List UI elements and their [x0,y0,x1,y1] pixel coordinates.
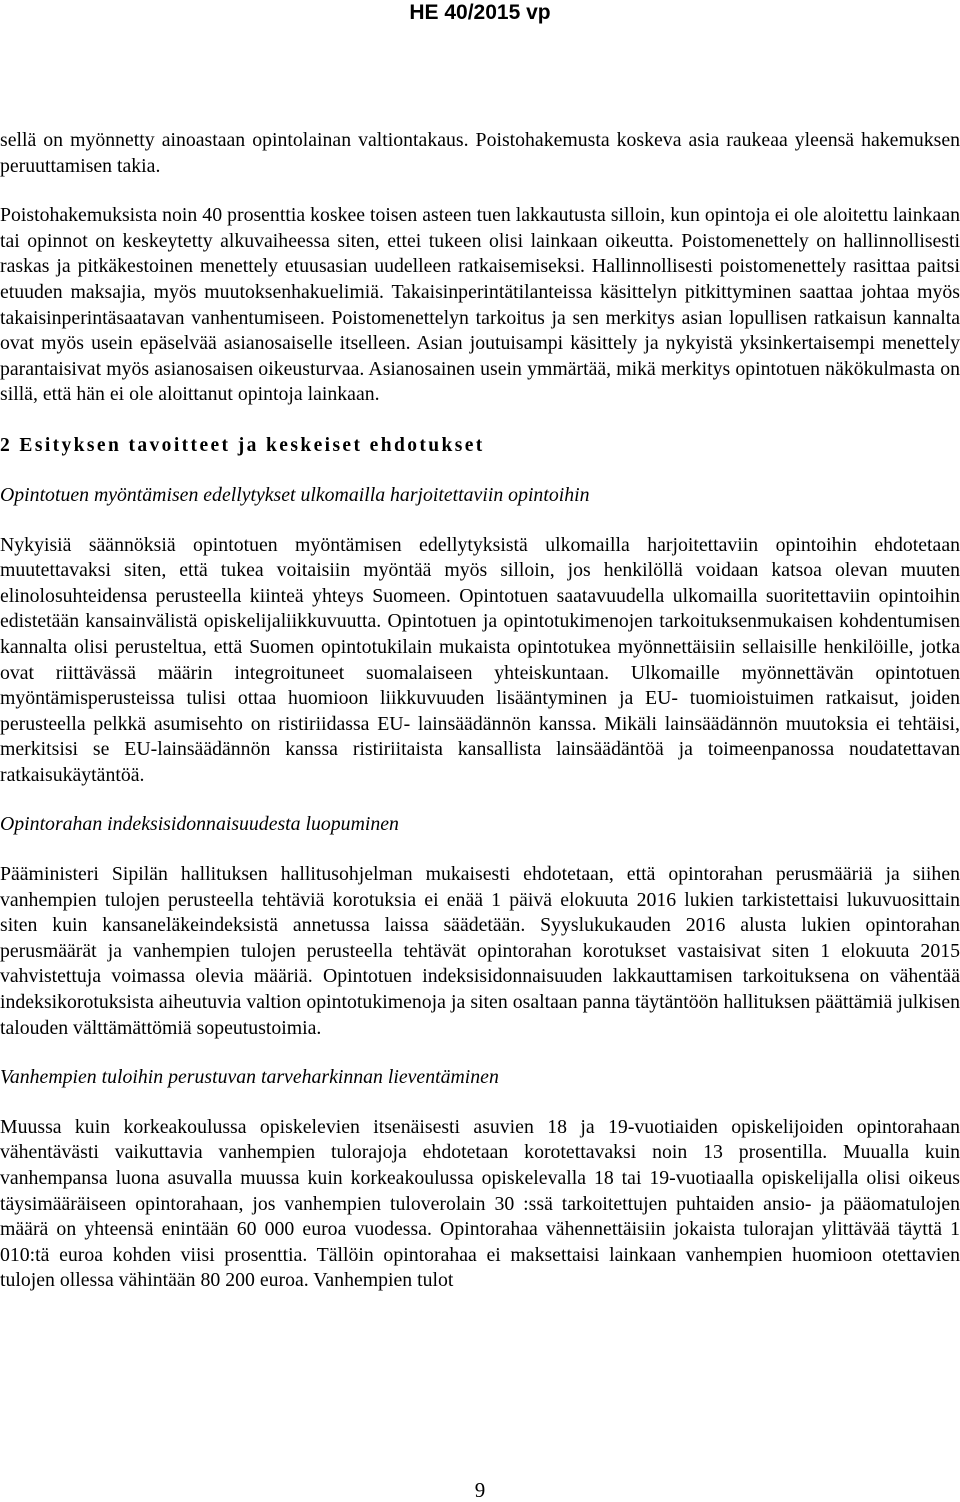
subsection-heading-parental-income: Vanhempien tuloihin perustuvan tarveharkinnan lieventäminen [0,1066,499,1089]
intro-paragraph-2: Poistohakemuksista noin 40 prosenttia koskee toisen asteen tuen lakkautusta silloin, kun opintoja ei ole aloitettu lainkaan tai opinnot on keskeytetty alkuvaiheessa siten, ettei tukeen olisi lainkaan oikeutta. Poistomenettely on hallinnollisesti raskas ja pitkäkestoinen menettely etuusasian uudelleen ratkaisemiseksi. Hallinnollisesti poistomenettely rasittaa paitsi etuuden maksajia, myös muutoksenhakuelimiä. Takaisinperintätilanteissa käsittelyn pitkittyminen saattaa johtaa myös takaisinperintäsaatavan vanhentumiseen. Poistomenettelyn tarkoitus ja sen merkitys asian lopullisen ratkaisun kannalta ovat myös usein epäselvää asianosaiselle itselleen. Asian joutuisampi käsittely ja nykyistä yksinkertaisempi menettely parantaisivat myös asianosaisen oikeusturvaa. Asianosainen usein ymmärtää, mikä merkitys opintotuen näkökulmasta on sillä, että hän ei ole aloittanut opintoja lainkaan. [0,204,960,406]
document-id: HE 40/2015 vp [409,1,551,24]
page-number-label: 9 [474,1478,486,1502]
subsection-heading-index: Opintorahan indeksisidonnaisuudesta luopuminen [0,813,399,836]
subsection-text-parental-income: Muussa kuin korkeakoulussa opiskelevien itsenäisesti asuvien 18 ja 19-vuotiaiden opiskelijoiden opintorahaan vähentävästi vaikuttavia vanhempien tulorajoja ehdotetaan korotettavaksi noin 13 prosentilla. Muualla kuin vanhempansa luona asuvalla muussa kuin korkeakoulussa opiskelevalla 18 tai 19-vuotiaalla opiskelijalla olisi oikeus täysimääräiseen opintorahaan, jos vanhempien tuloverolain 30 :ssä tarkoitettujen puhtaiden ansio- ja pääomatulojen määrä on yhteensä enintään 60 000 euroa vuodessa. Opintorahaa vähennettäisiin jokaista tulorajan ylittävää täyttä 1 010:tä euroa kohden viisi prosenttia. Tällöin opintorahaa ei maksettaisi lainkaan vanhempien huomioon otettavien tulojen ollessa vähintään 80 200 euroa. Vanhempien tulot [0,1115,960,1292]
page-number [0,1478,960,1502]
section-heading: 2 Esityksen tavoitteet ja keskeiset ehdotukset [0,434,485,456]
subsection-text-study-abroad: Nykyisiä säännöksiä opintotuen myöntämisen edellytyksistä ulkomailla harjoitettaviin opintoihin ehdotetaan muutettavaksi siten, että tukea voitaisiin myöntää myös silloin, jos henkilöllä voidaan katsoa olevan muuten elinolosuhteidensa perusteella kiinteä yhteys Suomeen. Opintotuen saatavuudella ulkomailla suoritettaviin opintoihin edistetään kansainvälistä opiskelijaliikkuvuutta. Opintotuen ja opintotukimenojen tarkoituksenmukaisen kohdentumisen kannalta olisi perusteltua, että Suomen opintotukilain mukaista opintotukea myönnettäisiin sellaisille henkilöille, jotka ovat riittävässä määrin integroituneet suomalaiseen yhteiskuntaan. Ulkomaille myönnettävän opintotuen myöntämisperusteissa tulisi ottaa huomioon liikkuvuuden lisääntyminen ja EU- tuomioistuimen ratkaisut, joiden perusteella pelkkä asumisehto on ristiriidassa EU- lainsäädännön kanssa. Mikäli lainsäädännön muutoksia ei tehtäisi, merkitsisi se EU-lainsäädännön kanssa ristiriitaista kansallista lainsäädäntöä ja toimeenpanossa noudatettavan ratkaisukäytäntöä. [0,533,960,786]
document-body [0,128,960,1294]
subsection-heading-study-abroad: Opintotuen myöntämisen edellytykset ulkomailla harjoitettaviin opintoihin [0,483,590,506]
intro-paragraph-1: sellä on myönnetty ainoastaan opintolainan valtiontakaus. Poistohakemusta koskeva asia raukeaa yleensä hakemuksen peruuttamisen takia. [0,129,960,177]
document-header [0,0,960,26]
subsection-text-index: Pääministeri Sipilän hallituksen hallitusohjelman mukaisesti ehdotetaan, että opintorahan perusmääriä ja siihen vanhempien tulojen perusteella tehtäviä korotuksia ei enää 1 päivä elokuuta 2016 lukien tarkistettaisi lukuvuosittain siten kuin kansaneläkeindeksistä annetussa laissa säädetään. Syyslukukauden 2016 alusta lukien opintorahan perusmäärät ja vanhempien tulojen perusteella tehtävät opintorahan korotukset vastaisivat siten 1 elokuuta 2015 vahvistettuja voimassa olevia määriä. Opintotuen indeksisidonnaisuuden lakkauttamisen tarkoituksena on vähentää indeksikorotuksista aiheutuvia valtion opintotukimenoja ja siten osaltaan panna täytäntöön hallituksen päättämiä julkisen talouden välttämättömiä sopeutustoimia. [0,863,960,1039]
